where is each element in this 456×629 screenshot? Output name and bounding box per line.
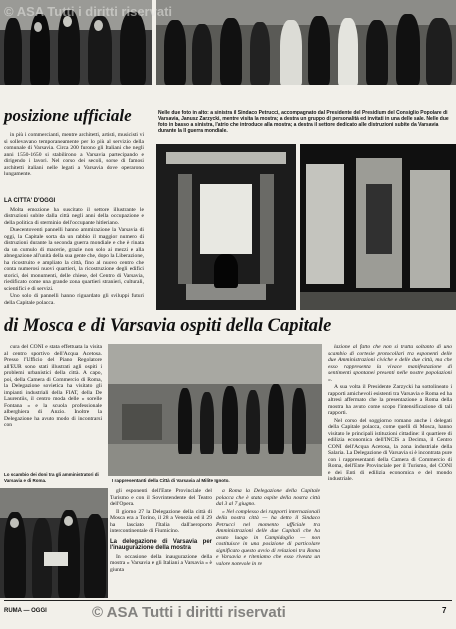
caption-unknown-soldier: I rappresentanti della Città di Varsavia al Milite Ignoto. [112,478,230,483]
footer-rule [4,600,452,601]
watermark-bottom: © ASA Tutti i diritti riservati [92,604,286,621]
left-column-intro: in più i commercianti, mentre architetti, artisti, musicisti vi si sollevavano temporaneamente per lo più al servizio della comunale di Varsavia. Circa 200 furono gli Italiani che negli anni 1550-1650 si stabilirono a Varsavia partecipando e dirigendo i lavori. Nel corso dei secoli, sorse di famosi architetti italiani nelle legati a Varsavia dove operarono lungamente. [4,132,144,177]
photo-gift-exchange [0,488,108,598]
caption-top-photos: Nelle due foto in alto: a sinistra il Sindaco Petrucci, accompagnato dal Presidente del Presidium del Consiglio Popolare di Varsavia, Janusz Zarzycki, mentre visita la mostra; a destra un gruppo di personalità ed invitati in una delle sale. Nelle due foto in basso a sinistra, l'atrio che introduce alla mostra; a destra il settore dedicato alle distruzioni subite da Varsavia durante la II guerra mondiale. [158,110,449,134]
photo-exhibition-atrium [156,144,296,310]
subheading-warsaw-delegation: La delegazione di Varsavia per l'inaugurazione della mostra [110,538,212,551]
headline-main: di Mosca e di Varsavia ospiti della Capitale [4,316,332,336]
photo-unknown-soldier [108,344,322,476]
headline-top: posizione ufficiale [4,106,132,125]
photo-top-right [156,0,456,85]
page-number: 7 [442,606,447,615]
subheading-citta-oggi: LA CITTA' D'OGGI [4,198,56,204]
left-column-city-today: LA CITTA' D'OGGI Molta emozione ha suscitato il settore illustrante le distruzioni subite dalla città negli anni della occupazione e della politica di sterminio dell'occupante hitleriano. Duecentoventi pannelli hanno ammirazione la Varsavia di oggi, la Capitale sorta da un rabbio il maggior numero di distruzioni durante la seconda guerra mondiale e che è rinata da un cumulo di macerie, grazie non solo ai mezzi e alla abnegazione all'unità della sua gente che, dopo la Liberazione, ha ricostruito e ampliato la città, fino al nuovo centro che conta numerosi nuovi quartieri, la ricostruzione degli edifici storici, dei monumenti, delle chiese, del Centro di Varsavia, riedificato come una grande zona quartieri stranieri, culturali, scientifici e di servizi. Uno solo di pannelli hanno riguardato gli sviluppi futuri della Capitale polacca. [4,198,144,306]
footer-label: RUMA — OGGI [4,608,47,614]
mid-center-column: gli esponenti dell'Ente Provinciale del Turismo e con il Sovrintendente del Teatro dell'Opera. Il giorno 27 la Delegazione della città di Mosca era a Torino, il 28 a Venezia ed il 29 ha lasciato l'Italia dall'aeroporto intercontinentale di Fiumicino. La delegazione di Varsavia per l'inaugurazione della mostra In occasione della inaugurazione della mostra « Varsavia e gli Italiani a Varsavia » è giunta [110,488,212,573]
watermark-top: © ASA Tutti i diritti riservati [4,4,173,19]
caption-gift-exchange: Lo scambio dei doni tra gli amministratori di Varsavia e di Roma. [4,472,99,483]
mid-left-column: cura del CONI e stata effettuata la visita al centro sportivo dell'Acqua Acetosa. Presso l'Ufficio del Piano Regolatore all'EUR sono stati illustrati agli ospiti i problemi urbanistici della città. A capo, poi, della Camera di Commercio di Roma, la Delegazione sovietica ha visitato gli impianti industriali della FIAT, della De Laurentiis, il centro moda delle « sorelle Fontana » e la scuola professionale alberghiera di Anzio. Inoltre la Delegazione ha avuto modo di incontrarsi con [4,344,102,428]
mid-right-column: a Roma la Delegazione della Capitale polacca che è stata ospite della nostra città dal 3 al 7 giugno. « Nel complesso dei rapporti internazionali della nostra città — ha detto il Sindaco Petrucci nel momento ufficiale tra Amministrazioni delle due Capitali che ha avuto luogo in Campidoglio — non costituisce in una posizione di particolare significato questo avvio di relazioni tra Roma e Varsavia e riteniamo che esso rivesta un valore notevole in re [216,488,320,567]
photo-destruction-section [300,144,456,310]
right-column: lazione al fatto che non si tratta soltanto di uno scambio di cortesie protocollari tra esponenti delle due Amministrazioni civiche e delle due città, ma che esso rappresenta la vivace manifestazione di sentimenti spontanei presenti nelle nostre popolazioni ». A sua volta il Presidente Zarzycki ha sottolineato i rapporti amichevoli esistenti tra Varsavia e Roma ed ha altresì affermato che la presentazione a Roma della mostra ha avuto come scopo l'intensificazione di tali rapporti. Nel corso del soggiorno romano anche i delegati della Capitale polacca, come quelli di Mosca, hanno visitato le principali istituzioni cittadine: il quartiere di edilizia economica dell'INCIS a Decima, il Centro CONI dell'Acqua Acetosa, la zona industriale della Salaria. La Delegazione di Varsavia si è incontrata pure con i rappresentanti della Camera di Commercio di Roma, dell'Ente Provinciale per il Turismo, del CONI e dei Enti di edilizia economica e del mondo industriale. [328,344,452,482]
